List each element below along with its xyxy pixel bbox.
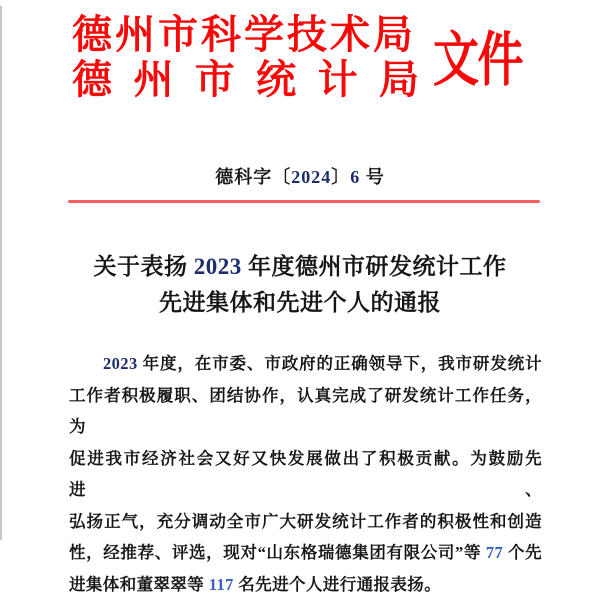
red-divider-line — [68, 200, 540, 203]
org-char: 统 — [256, 58, 296, 101]
number-highlight: 6 — [350, 167, 360, 187]
text-segment: 年度，在市委、市政府的正确领导下，我市研发统计 — [138, 354, 542, 373]
title-line-1 — [0, 249, 600, 285]
text-segment: 名先进个人进行通报表扬。 — [234, 575, 441, 594]
org-char: 计 — [318, 58, 358, 101]
text-segment: 个先 — [503, 543, 542, 562]
document-number — [0, 163, 600, 189]
org-name-line-2 — [72, 58, 419, 101]
org-name-line-1: 德州市科学技术局 — [72, 13, 419, 56]
file-word: 文件 — [433, 30, 522, 92]
text-segment: 工作者积极履职、团结协作，认真完成了研发统计工作任务，为 — [69, 386, 542, 437]
number-highlight: 77 — [486, 543, 503, 562]
number-highlight: 117 — [209, 575, 234, 594]
org-char: 市 — [195, 58, 235, 101]
document-title — [0, 249, 600, 321]
body-line — [69, 537, 542, 569]
body-line — [69, 569, 542, 600]
text-segment: 性，经推荐、评选，现对“山东格瑞德集团有限公司”等 — [69, 543, 486, 562]
text-segment: 德科字〔 — [215, 167, 291, 187]
body-paragraph — [69, 348, 542, 600]
number-highlight: 2023 — [194, 254, 242, 279]
body-line — [69, 380, 542, 443]
body-line — [69, 348, 542, 380]
title-line-2: 先进集体和先进个人的通报 — [0, 285, 600, 321]
letterhead — [72, 13, 419, 101]
text-segment: 年度德州市研发统计工作 — [242, 254, 507, 279]
text-segment: 号 — [360, 167, 385, 187]
number-highlight: 2024 — [291, 167, 331, 187]
text-segment: 关于表扬 — [94, 254, 194, 279]
org-char: 州 — [133, 58, 173, 101]
body-line — [69, 443, 542, 506]
number-highlight: 2023 — [103, 354, 138, 373]
org-char: 德 — [72, 58, 112, 101]
body-line — [69, 506, 542, 538]
text-segment: 进集体和董翠翠等 — [69, 575, 209, 594]
text-segment: 〕 — [331, 167, 350, 187]
text-segment: 弘扬正气，充分调动全市广大研发统计工作者的积极性和创造 — [69, 512, 542, 531]
org-char: 局 — [379, 58, 419, 101]
text-segment: 促进我市经济社会又好又快发展做出了积极贡献。为鼓励先进、 — [69, 449, 542, 500]
